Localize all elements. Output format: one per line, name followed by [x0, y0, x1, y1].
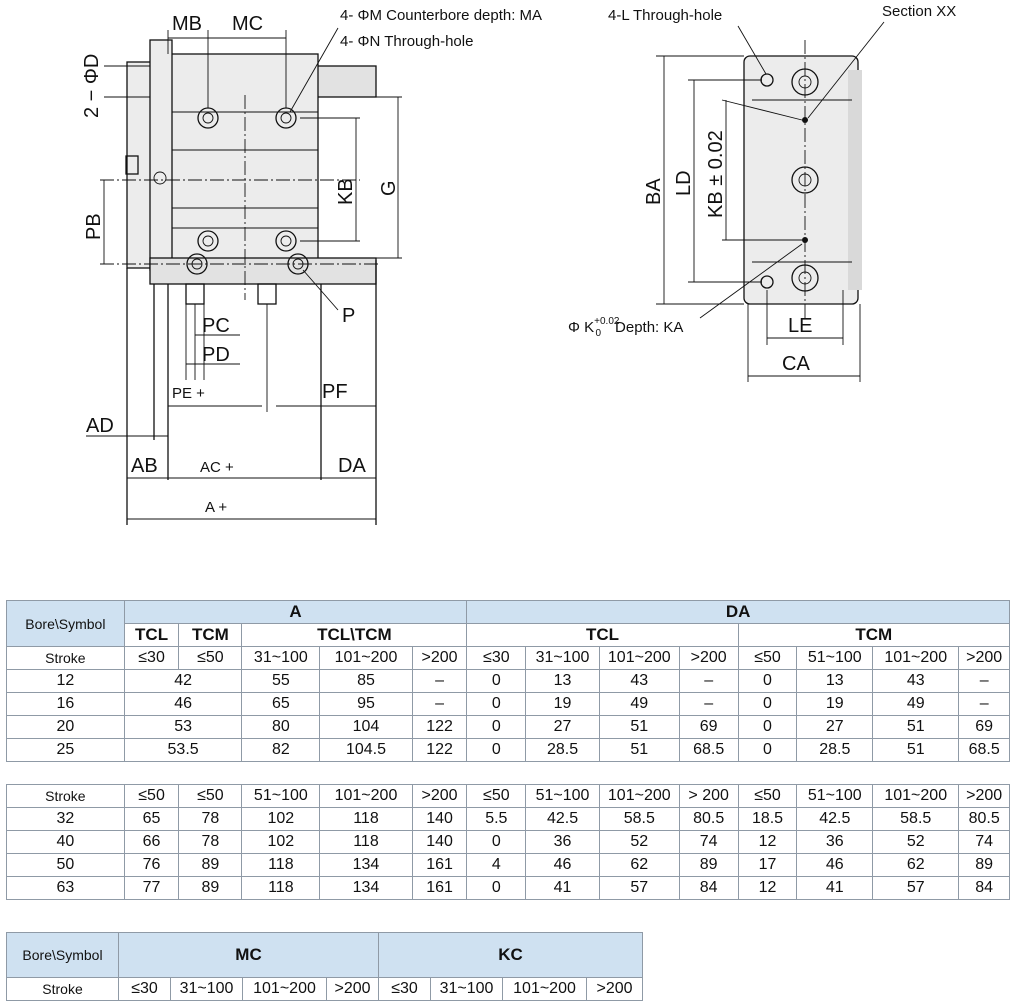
value-cell: – [412, 670, 467, 693]
stroke-cell: 51~100 [797, 785, 873, 808]
value-cell: 74 [959, 831, 1010, 854]
value-cell: 0 [467, 693, 526, 716]
note-through-l: 4-L Through-hole [608, 7, 723, 24]
stroke-cell: >200 [679, 647, 738, 670]
value-cell: 89 [679, 854, 738, 877]
value-cell: 28.5 [797, 739, 873, 762]
value-cell: 0 [467, 716, 526, 739]
group-mc: MC [119, 933, 379, 978]
dim-le: LE [788, 315, 813, 337]
table-row [7, 854, 1010, 877]
sub-header: TCL [124, 624, 179, 647]
value-cell: 43 [873, 670, 959, 693]
stroke-label: Stroke [7, 785, 125, 808]
value-cell: 46 [797, 854, 873, 877]
stroke-cell: >200 [412, 647, 467, 670]
dim-kb: KB [335, 178, 357, 205]
value-cell: 0 [467, 831, 526, 854]
dim-ba: BA [643, 178, 665, 205]
stroke-cell: >200 [959, 647, 1010, 670]
dim-pc: PC [202, 315, 230, 337]
value-cell: 102 [242, 831, 320, 854]
note-through-n: 4- ΦN Through-hole [340, 33, 474, 50]
note-section: Section XX [882, 3, 957, 20]
table-row [7, 877, 1010, 900]
value-cell: 46 [526, 854, 600, 877]
value-cell: 0 [738, 716, 797, 739]
stroke-cell: 51~100 [242, 785, 320, 808]
stroke-cell: >200 [587, 978, 643, 1001]
value-cell: 0 [467, 670, 526, 693]
value-cell: 0 [738, 693, 797, 716]
value-cell: 118 [242, 877, 320, 900]
bore-cell: 32 [7, 808, 125, 831]
value-cell: 43 [599, 670, 679, 693]
dim-pe: PE + [172, 385, 205, 402]
stroke-cell: 101~200 [599, 647, 679, 670]
value-cell: 104.5 [320, 739, 413, 762]
stroke-cell: ≤50 [738, 647, 797, 670]
table-row [7, 716, 1010, 739]
value-cell: 65 [242, 693, 320, 716]
table-corner: Bore\Symbol [7, 933, 119, 978]
stroke-cell: >200 [959, 785, 1010, 808]
dim-kb-tolerance: KB ± 0.02 [705, 130, 727, 218]
bore-cell: 20 [7, 716, 125, 739]
stroke-cell: 101~200 [243, 978, 327, 1001]
stroke-cell: 101~200 [320, 647, 413, 670]
value-cell: 49 [599, 693, 679, 716]
stroke-cell: > 200 [679, 785, 738, 808]
dimension-table-a-da [6, 600, 1010, 900]
value-cell: 89 [959, 854, 1010, 877]
bore-cell: 50 [7, 854, 125, 877]
value-cell: 0 [738, 670, 797, 693]
cylinder-body [168, 54, 318, 280]
dim-pd: PD [202, 344, 230, 366]
dim-d: 2 − ΦD [81, 53, 103, 118]
value-cell: 85 [320, 670, 413, 693]
stroke-cell: ≤50 [738, 785, 797, 808]
value-cell: 27 [797, 716, 873, 739]
value-cell: 19 [526, 693, 600, 716]
value-cell: 76 [124, 854, 179, 877]
value-cell: 58.5 [873, 808, 959, 831]
stroke-cell: >200 [412, 785, 467, 808]
value-cell: 69 [679, 716, 738, 739]
value-cell: 51 [873, 739, 959, 762]
value-cell: 0 [467, 877, 526, 900]
value-cell: 49 [873, 693, 959, 716]
stroke-cell: 101~200 [599, 785, 679, 808]
value-cell: 53 [124, 716, 242, 739]
value-cell: 0 [738, 739, 797, 762]
value-cell: 69 [959, 716, 1010, 739]
stroke-cell: ≤50 [467, 785, 526, 808]
front-view [100, 40, 380, 525]
dim-g: G [378, 180, 400, 196]
stroke-cell: 31~100 [526, 647, 600, 670]
stroke-cell: 51~100 [797, 647, 873, 670]
value-cell: 118 [320, 808, 413, 831]
value-cell: 68.5 [959, 739, 1010, 762]
note-counterbore: 4- ΦM Counterbore depth: MA [340, 7, 543, 24]
value-cell: 84 [679, 877, 738, 900]
bore-cell: 25 [7, 739, 125, 762]
value-cell: 51 [599, 739, 679, 762]
value-cell: 82 [242, 739, 320, 762]
stroke-cell: 51~100 [526, 785, 600, 808]
value-cell: 89 [179, 877, 242, 900]
group-da: DA [467, 601, 1010, 624]
value-cell: 13 [526, 670, 600, 693]
side-body [744, 56, 858, 304]
dim-ad: AD [86, 415, 114, 437]
value-cell: 134 [320, 877, 413, 900]
value-cell: 140 [412, 831, 467, 854]
value-cell: 51 [873, 716, 959, 739]
stroke-cell: ≤30 [119, 978, 171, 1001]
value-cell: 42.5 [526, 808, 600, 831]
table-row [7, 808, 1010, 831]
value-cell: 134 [320, 854, 413, 877]
stroke-cell: ≤30 [379, 978, 431, 1001]
sub-header: TCM [738, 624, 1009, 647]
value-cell: 53.5 [124, 739, 242, 762]
table-row [7, 831, 1010, 854]
value-cell: 51 [599, 716, 679, 739]
value-cell: 89 [179, 854, 242, 877]
value-cell: 80 [242, 716, 320, 739]
value-cell: – [412, 693, 467, 716]
stroke-label: Stroke [7, 978, 119, 1001]
value-cell: 161 [412, 877, 467, 900]
group-a: A [124, 601, 467, 624]
value-cell: 41 [797, 877, 873, 900]
dim-ab: AB [131, 455, 158, 477]
value-cell: 80.5 [959, 808, 1010, 831]
dim-p: P [342, 305, 356, 327]
value-cell: 78 [179, 831, 242, 854]
value-cell: 42 [124, 670, 242, 693]
dimension-table-mc-kc [6, 932, 643, 1001]
value-cell: 77 [124, 877, 179, 900]
table-row [7, 739, 1010, 762]
stroke-cell: ≤50 [179, 785, 242, 808]
value-cell: 80.5 [679, 808, 738, 831]
stroke-cell: 31~100 [171, 978, 243, 1001]
value-cell: 140 [412, 808, 467, 831]
value-cell: – [959, 693, 1010, 716]
value-cell: – [959, 670, 1010, 693]
stroke-cell: 101~200 [503, 978, 587, 1001]
dim-k-depth: Φ $K^{+0.02}$ 0 Depth: KA [568, 316, 684, 339]
value-cell: 13 [797, 670, 873, 693]
value-cell: 66 [124, 831, 179, 854]
value-cell: 18.5 [738, 808, 797, 831]
value-cell: 46 [124, 693, 242, 716]
value-cell: 42.5 [797, 808, 873, 831]
stroke-row [7, 647, 1010, 670]
dim-mb: MB [172, 13, 202, 35]
value-cell: 62 [873, 854, 959, 877]
bore-cell: 63 [7, 877, 125, 900]
value-cell: 68.5 [679, 739, 738, 762]
value-cell: 36 [797, 831, 873, 854]
stroke-cell: ≤50 [124, 785, 179, 808]
dim-mc: MC [232, 13, 264, 35]
value-cell: 122 [412, 716, 467, 739]
value-cell: 161 [412, 854, 467, 877]
stroke-cell: ≤30 [467, 647, 526, 670]
value-cell: 57 [873, 877, 959, 900]
value-cell: 27 [526, 716, 600, 739]
guide-rod-bottom [150, 258, 376, 284]
value-cell: 5.5 [467, 808, 526, 831]
value-cell: – [679, 693, 738, 716]
value-cell: 52 [599, 831, 679, 854]
stroke-cell: 101~200 [320, 785, 413, 808]
table-spacer [7, 762, 1010, 785]
value-cell: 28.5 [526, 739, 600, 762]
stroke-row [7, 785, 1010, 808]
value-cell: 4 [467, 854, 526, 877]
dim-pf: PF [322, 381, 348, 403]
dim-ac: AC + [200, 459, 234, 476]
value-cell: 74 [679, 831, 738, 854]
value-cell: 62 [599, 854, 679, 877]
value-cell: 102 [242, 808, 320, 831]
value-cell: 41 [526, 877, 600, 900]
sub-header: TCL\TCM [242, 624, 467, 647]
dim-ld: LD [673, 170, 695, 196]
plate-flange [150, 40, 172, 270]
side-view [744, 40, 862, 320]
value-cell: 84 [959, 877, 1010, 900]
table-row [7, 693, 1010, 716]
bore-cell: 16 [7, 693, 125, 716]
stroke-cell: 101~200 [873, 647, 959, 670]
stroke-cell: 101~200 [873, 785, 959, 808]
table-row [7, 670, 1010, 693]
value-cell: 55 [242, 670, 320, 693]
stroke-cell: 31~100 [242, 647, 320, 670]
value-cell: 65 [124, 808, 179, 831]
bore-cell: 40 [7, 831, 125, 854]
group-kc: KC [379, 933, 643, 978]
value-cell: 118 [242, 854, 320, 877]
value-cell: – [679, 670, 738, 693]
value-cell: 57 [599, 877, 679, 900]
sub-header: TCL [467, 624, 738, 647]
table-corner: Bore\Symbol [7, 601, 125, 647]
dim-a: A + [205, 499, 228, 516]
stroke-cell: ≤30 [124, 647, 179, 670]
sub-header: TCM [179, 624, 242, 647]
value-cell: 58.5 [599, 808, 679, 831]
value-cell: 12 [738, 877, 797, 900]
dim-ca: CA [782, 353, 810, 375]
value-cell: 104 [320, 716, 413, 739]
dim-da: DA [338, 455, 366, 477]
value-cell: 118 [320, 831, 413, 854]
bore-cell: 12 [7, 670, 125, 693]
dim-pb: PB [83, 213, 105, 240]
value-cell: 78 [179, 808, 242, 831]
stroke-label: Stroke [7, 647, 125, 670]
value-cell: 95 [320, 693, 413, 716]
value-cell: 36 [526, 831, 600, 854]
value-cell: 12 [738, 831, 797, 854]
value-cell: 122 [412, 739, 467, 762]
stroke-row [7, 978, 643, 1001]
stroke-cell: ≤50 [179, 647, 242, 670]
value-cell: 17 [738, 854, 797, 877]
value-cell: 19 [797, 693, 873, 716]
stroke-cell: 31~100 [431, 978, 503, 1001]
value-cell: 0 [467, 739, 526, 762]
stroke-cell: >200 [327, 978, 379, 1001]
value-cell: 52 [873, 831, 959, 854]
